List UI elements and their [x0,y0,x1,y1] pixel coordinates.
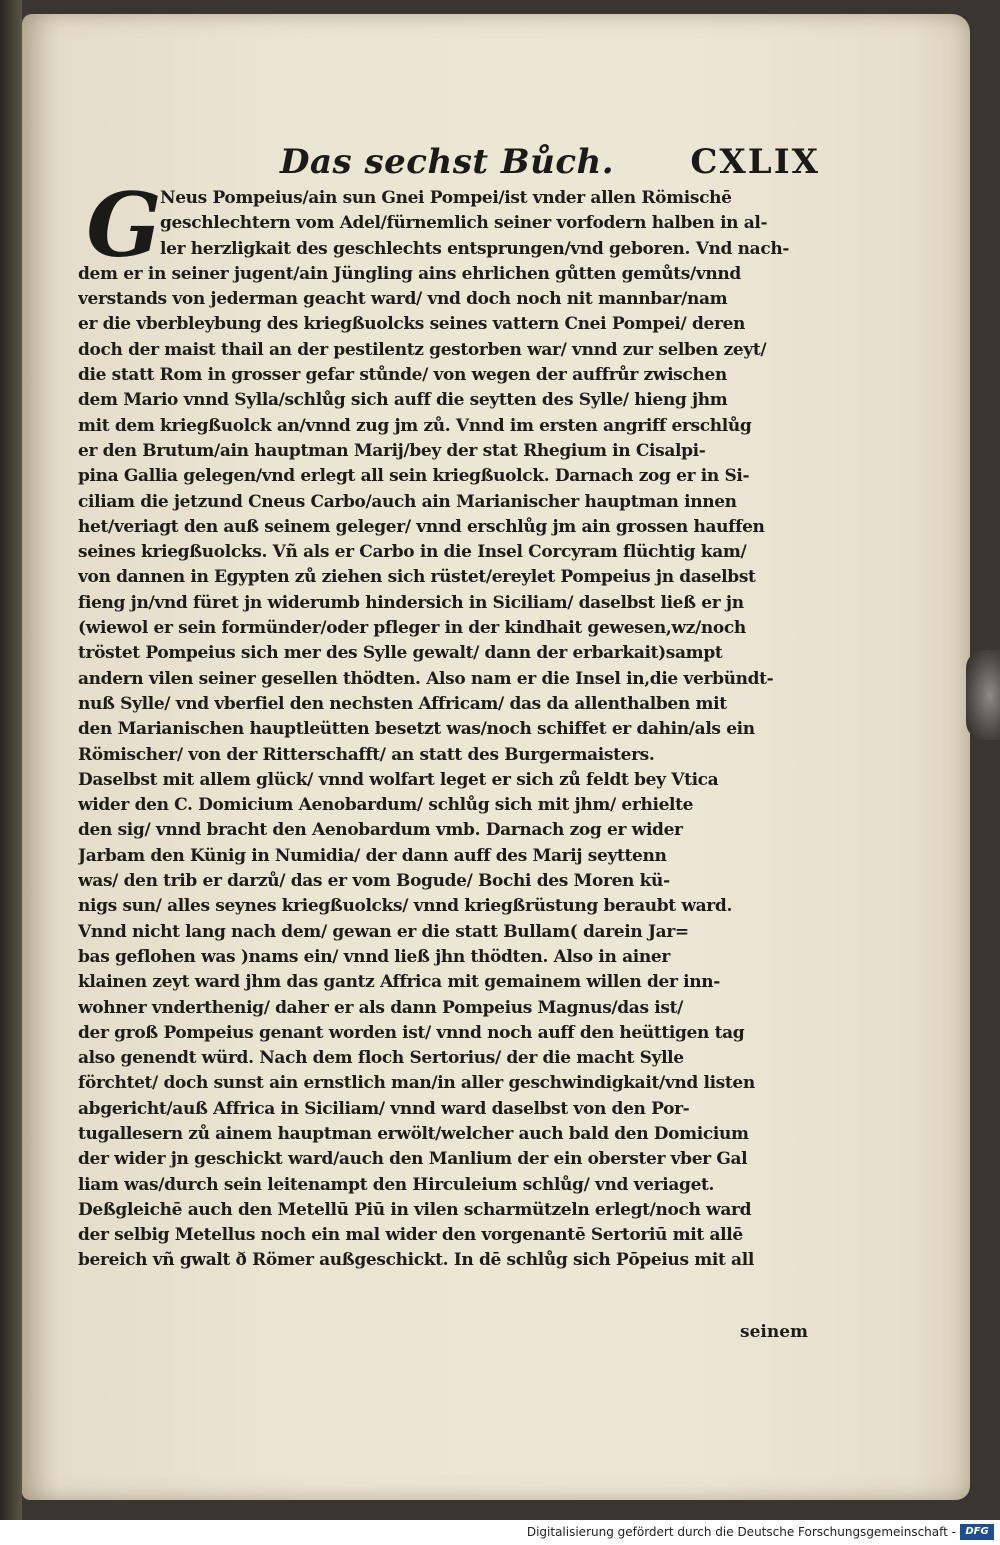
text-line: het/veriagt den auß seinem geleger/ vnnd erschlůg jm ain grossen hauffen [78,516,765,537]
decorated-initial: G [86,173,162,277]
text-line: doch der maist thail an der pestilentz gestorben war/ vnnd zur selben zeyt/ [78,339,767,360]
text-line: er die vberbleybung des kriegßuolcks seines vattern Cnei Pompei/ deren [78,314,746,335]
text-line: die statt Rom in grosser gefar stůnde/ von wegen der auffrůr zwischen [78,365,727,386]
text-line: ler herzligkait des geschlechts entsprungen/vnd geboren. Vnd nach- [160,238,790,259]
text-line: nuß Sylle/ vnd vberfiel den nechsten Affricam/ das da allenthalben mit [78,693,727,714]
text-line: der selbig Metellus noch ein mal wider den vorgenantē Sertoriū mit allē [78,1225,743,1246]
text-line: also genendt würd. Nach dem floch Sertorius/ der die macht Sylle [78,1048,684,1069]
folio-number: CXLIX [690,142,820,182]
text-line: andern vilen seiner gesellen thödten. Also nam er die Insel in,die verbündt- [78,668,774,689]
digitization-credit: Digitalisierung gefördert durch die Deutsche Forschungsgemeinschaft - [526,1525,956,1539]
text-line: dem er in seiner jugent/ain Jüngling ains ehrlichen gůtten gemůts/vnnd [78,263,741,284]
text-line: Römischer/ von der Ritterschafft/ an statt des Burgermaisters. [78,744,655,765]
text-line: Jarbam den Künig in Numidia/ der dann auff des Marij seyttenn [78,845,667,866]
text-line: ciliam die jetzund Cneus Carbo/auch ain Marianischer hauptman innen [78,491,737,512]
text-line: bas geflohen was )nams ein/ vnnd ließ jhn thödten. Also in ainer [78,946,670,967]
text-line: wohner vnderthenig/ daher er als dann Pompeius Magnus/das ist/ [78,997,683,1018]
text-line: klainen zeyt ward jhm das gantz Affrica mit gemainem willen der inn- [78,972,720,993]
text-line: Deßgleichē auch den Metellū Piū in vilen scharmützeln erlegt/noch ward [78,1199,752,1220]
text-line: Daselbst mit allem glück/ vnnd wolfart leget er sich zů feldt bey Vtica [78,769,719,790]
text-line: der wider jn geschickt ward/auch den Manlium der ein oberster vber Gal [78,1149,748,1170]
page-header [22,142,970,188]
text-line: fieng jn/vnd füret jn widerumb hindersich in Siciliam/ daselbst ließ er jn [78,592,744,613]
running-head: Das sechst Bůch. [280,142,615,182]
footer [0,1520,1000,1545]
text-line: förchtet/ doch sunst ain ernstlich man/in aller geschwindigkait/vnd listen [78,1073,755,1094]
text-line: nigs sun/ alles seynes kriegßuolcks/ vnnd kriegßrüstung beraubt ward. [78,896,733,917]
text-line: tröstet Pompeius sich mer des Sylle gewalt/ dann der erbarkait)sampt [78,643,723,664]
text-line: den sig/ vnnd bracht den Aenobardum vmb. Darnach zog er wider [78,820,683,841]
catchword: seinem [740,1322,809,1342]
text-line: liam was/durch sein leitenampt den Hirculeium schlůg/ vnd veriaget. [78,1174,715,1195]
text-line: abgericht/auß Affrica in Siciliam/ vnnd ward daselbst von den Por- [78,1098,690,1119]
text-line: bereich vñ gwalt ð Römer außgeschickt. In dē schlůg sich Pōpeius mit all [78,1250,754,1271]
dfg-logo: DFG [960,1524,994,1540]
text-line: pina Gallia gelegen/vnd erlegt all sein kriegßuolck. Darnach zog er in Si- [78,466,750,487]
text-line: der groß Pompeius genant worden ist/ vnnd noch auff den heüttigen tag [78,1022,745,1043]
text-line: von dannen in Egypten zů ziehen sich rüstet/ereylet Pompeius jn daselbst [78,567,756,588]
book-page [22,14,970,1500]
text-line: seines kriegßuolcks. Vñ als er Carbo in die Insel Corcyram flüchtig kam/ [78,542,747,563]
text-line: tugallesern zů ainem hauptman erwölt/welcher auch bald den Domicium [78,1123,749,1144]
text-line: dem Mario vnnd Sylla/schlůg sich auff die seytten des Sylle/ hieng jhm [78,390,728,411]
text-line: Neus Pompeius/ain sun Gnei Pompei/ist vnder allen Römischē [160,188,732,208]
text-line: (wiewol er sein formünder/oder pfleger in der kindhait gewesen,wz/noch [78,618,746,639]
book-clasp [966,650,1000,740]
text-line: mit dem kriegßuolck an/vnnd zug jm zů. Vnnd im ersten angriff erschlůg [78,415,752,436]
body-text [78,173,818,1274]
book-edge [0,0,22,1520]
text-line: was/ den trib er darzů/ das er vom Bogude/ Bochi des Moren kü- [78,871,670,892]
text-line: geschlechtern vom Adel/fürnemlich seiner vorfodern halben in al- [160,213,768,234]
text-line: Vnnd nicht lang nach dem/ gewan er die statt Bullam( darein Jar= [78,921,689,942]
text-line: wider den C. Domicium Aenobardum/ schlůg sich mit jhm/ erhielte [78,795,694,816]
text-line: er den Brutum/ain hauptman Marij/bey der stat Rhegium in Cisalpi- [78,440,706,461]
text-line: verstands von jederman geacht ward/ vnd doch noch nit mannbar/nam [78,289,728,310]
text-line: den Marianischen hauptleütten besetzt was/noch schiffet er dahin/als ein [78,719,755,740]
